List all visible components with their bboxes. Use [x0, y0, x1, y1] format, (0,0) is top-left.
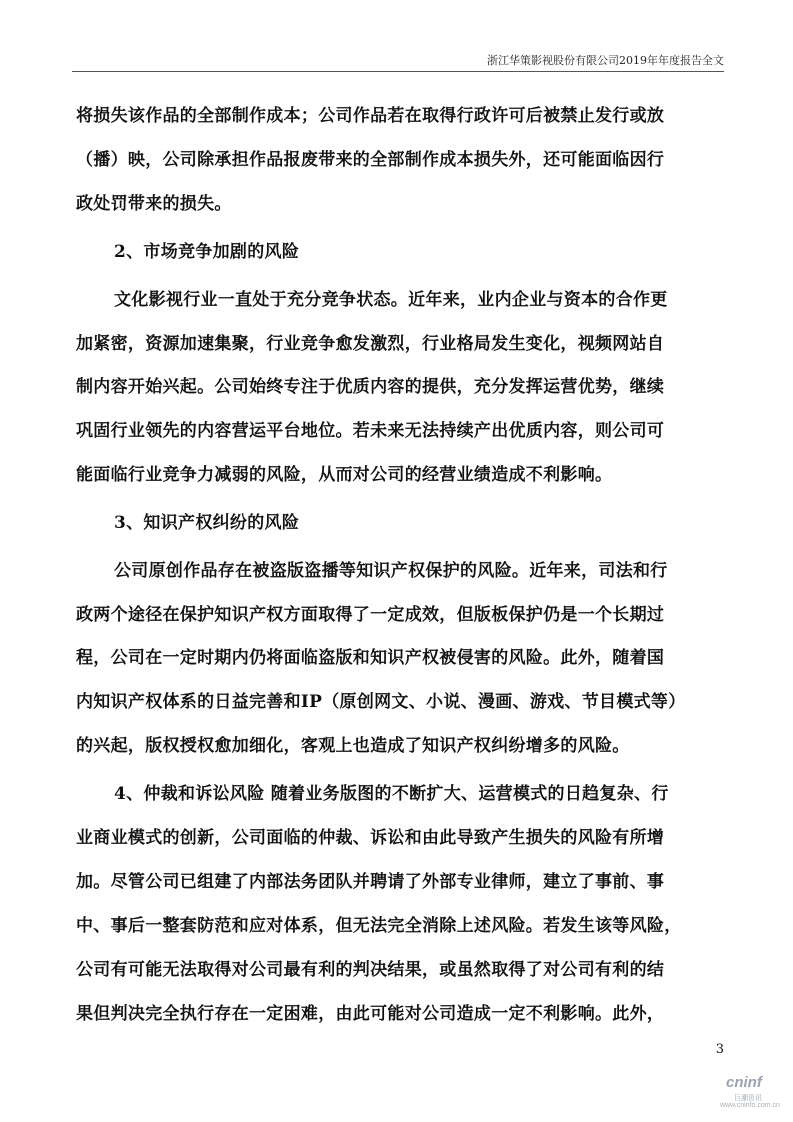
paragraph-line: 制内容开始兴起。公司始终专注于优质内容的提供，充分发挥运营优势，继续 — [76, 377, 665, 397]
paragraph-line: 政处罚带来的损失。 — [76, 194, 232, 214]
paragraph-line: 的兴起，版权授权愈加细化，客观上也造成了知识产权纠纷增多的风险。 — [76, 736, 630, 756]
paragraph-line: 将损失该作品的全部制作成本；公司作品若在取得行政许可后被禁止发行或放 — [76, 106, 665, 126]
paragraph-line: 加紧密，资源加速集聚，行业竞争愈发激烈，行业格局发生变化，视频网站自 — [76, 334, 665, 354]
paragraph-line: 程，公司在一定时期内仍将面临盗版和知识产权被侵害的风险。此外，随着国 — [76, 648, 665, 668]
page-number: 3 — [715, 1042, 724, 1057]
paragraph-line: 巩固行业领先的内容营运平台地位。若未来无法持续产出优质内容，则公司可 — [76, 421, 665, 441]
paragraph-line: 能面临行业竞争力减弱的风险，从而对公司的经营业绩造成不利影响。 — [76, 465, 613, 485]
paragraph-line: 业商业模式的创新，公司面临的仲裁、诉讼和由此导致产生损失的风险有所增 — [76, 828, 665, 848]
section-heading-ip-disputes: 3、知识产权纠纷的风险 — [114, 513, 300, 533]
section-heading-arbitration-litigation: 4、仲裁和诉讼风险 随着业务版图的不断扩大、运营模式的日趋复杂、行 — [114, 784, 669, 804]
section-heading-market-competition: 2、市场竞争加剧的风险 — [114, 242, 300, 262]
paragraph-line: 果但判决完全执行存在一定困难，由此可能对公司造成一定不利影响。此外， — [76, 1004, 665, 1024]
paragraph-line: 公司原创作品存在被盗版盗播等知识产权保护的风险。近年来，司法和行 — [114, 561, 668, 581]
paragraph-line: 文化影视行业一直处于充分竞争状态。近年来，业内企业与资本的合作更 — [114, 290, 668, 310]
running-header: 浙江华策影视股份有限公司2019年年度报告全文 — [487, 54, 724, 67]
paragraph-line: 中、事后一整套防范和应对体系，但无法完全消除上述风险。若发生该等风险， — [76, 916, 682, 936]
watermark-url: www.cninfo.com.cn — [720, 1102, 780, 1109]
paragraph-line: 内知识产权体系的日益完善和IP（原创网文、小说、漫画、游戏、节目模式等） — [76, 692, 686, 712]
watermark-subtitle: 巨潮资讯 — [734, 1094, 762, 1102]
paragraph-line: 公司有可能无法取得对公司最有利的判决结果，或虽然取得了对公司有利的结 — [76, 960, 665, 980]
cninfo-watermark — [720, 1074, 786, 1112]
paragraph-line: 加。尽管公司已组建了内部法务团队并聘请了外部专业律师，建立了事前、事 — [76, 872, 665, 892]
paragraph-line: 政两个途径在保护知识产权方面取得了一定成效，但版板保护仍是一个长期过 — [76, 605, 665, 625]
header-divider — [72, 71, 724, 72]
paragraph-line: （播）映，公司除承担作品报废带来的全部制作成本损失外，还可能面临因行 — [76, 150, 665, 170]
watermark-brand: cninf — [726, 1074, 762, 1091]
